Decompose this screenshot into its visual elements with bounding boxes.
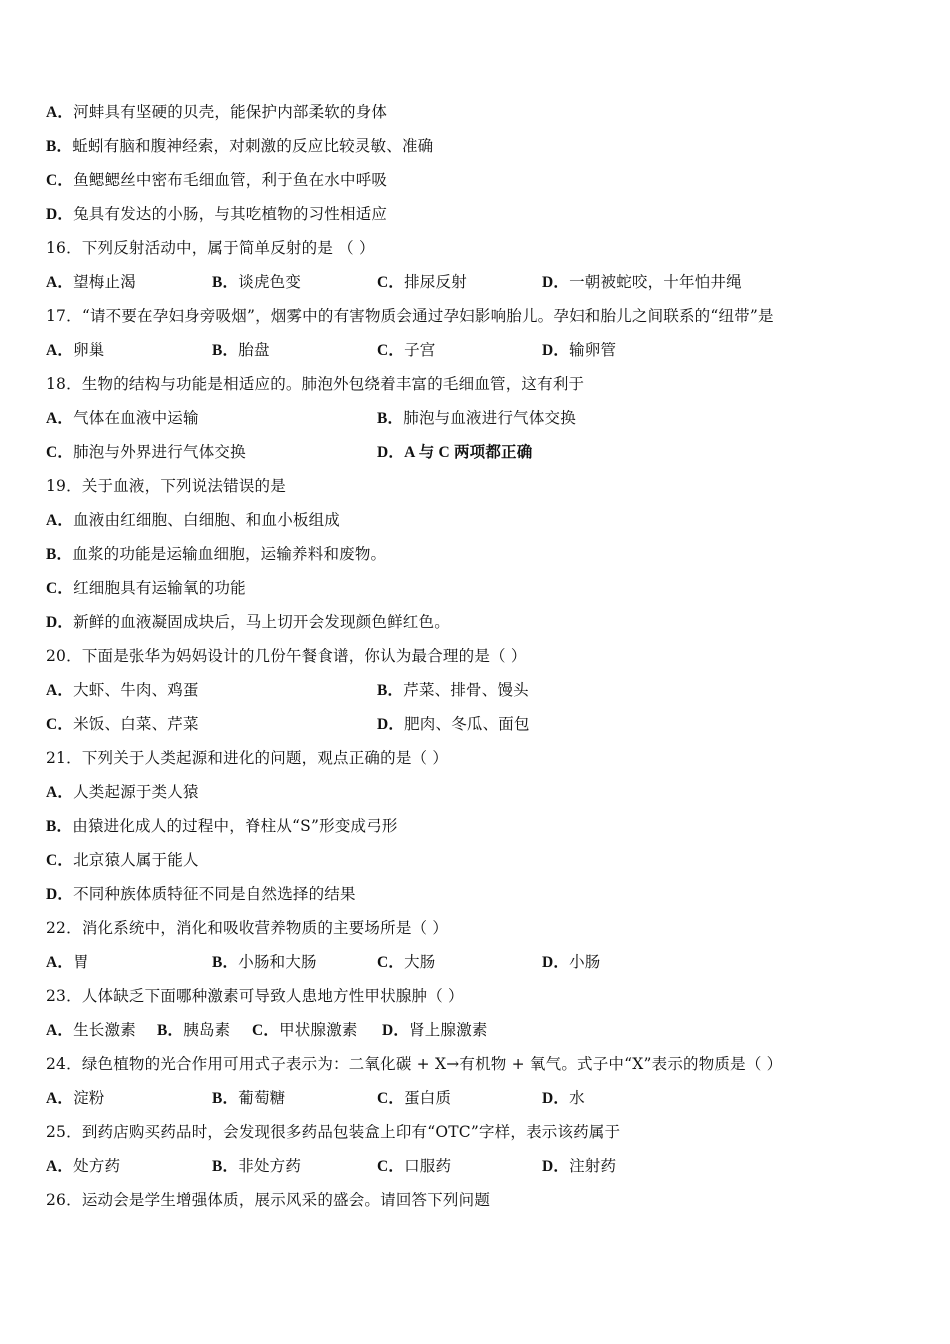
q17-stem: 17．“请不要在孕妇身旁吸烟”，烟雾中的有害物质会通过孕妇影响胎儿。孕妇和胎儿之间联系的“纽带”是 <box>46 307 774 325</box>
option-text: 水 <box>569 1089 585 1107</box>
q20-stem: 20．下面是张华为妈妈设计的几份午餐食谱，你认为最合理的是（ ） <box>46 647 527 665</box>
option-text: 人类起源于类人猿 <box>73 783 199 801</box>
option-label: D． <box>46 886 74 903</box>
q17-option-a <box>46 338 105 363</box>
option-label: C． <box>377 274 405 291</box>
option-label: D． <box>377 716 405 733</box>
q17-option-c <box>377 338 436 363</box>
q21-option-c <box>46 848 199 872</box>
q21-option-a <box>46 780 199 804</box>
q22-option-c <box>377 950 436 975</box>
option-label: D． <box>382 1022 410 1039</box>
option-text: 处方药 <box>73 1157 121 1175</box>
option-label: C． <box>252 1022 280 1039</box>
q20-option-c <box>46 712 199 737</box>
q22-option-d <box>542 950 601 975</box>
q17-options-row <box>46 338 906 362</box>
q22-options-row <box>46 950 906 974</box>
q23-stem: 23．人体缺乏下面哪种激素可导致人患地方性甲状腺肿（ ） <box>46 987 464 1005</box>
q15-option-b <box>46 134 433 158</box>
q24-options-row <box>46 1086 906 1110</box>
q25-option-a <box>46 1154 120 1179</box>
option-label: D． <box>542 342 570 359</box>
option-label: C． <box>46 444 74 461</box>
option-text: 大肠 <box>404 953 436 971</box>
option-text: 一朝被蛇咬，十年怕井绳 <box>569 273 742 291</box>
option-text: 卵巢 <box>73 341 105 359</box>
q15-option-c <box>46 168 387 192</box>
option-text: 不同种族体质特征不同是自然选择的结果 <box>73 885 356 903</box>
option-text: 甲状腺激素 <box>279 1021 358 1039</box>
q16-option-a <box>46 270 136 295</box>
q18-stem: 18．生物的结构与功能是相适应的。肺泡外包绕着丰富的毛细血管，这有利于 <box>46 375 585 393</box>
option-text: 小肠和大肠 <box>238 953 317 971</box>
q21-option-b <box>46 814 398 838</box>
option-label: B． <box>212 342 239 359</box>
q25-options-row <box>46 1154 906 1178</box>
q16-option-d <box>542 270 742 295</box>
option-text: 芹菜、排骨、馒头 <box>403 681 529 699</box>
option-text: 鱼鳃鳃丝中密布毛细血管，利于鱼在水中呼吸 <box>73 171 388 189</box>
q18-option-d <box>377 440 532 465</box>
q18-option-a <box>46 406 199 431</box>
q25-option-c <box>377 1154 451 1179</box>
option-text: 谈虎色变 <box>238 273 302 291</box>
q16-option-c <box>377 270 467 295</box>
option-text: 新鲜的血液凝固成块后，马上切开会发现颜色鲜红色。 <box>73 613 450 631</box>
q23-option-c <box>252 1018 358 1043</box>
option-text: 气体在血液中运输 <box>73 409 199 427</box>
q17-option-d <box>542 338 616 363</box>
q23-options-row <box>46 1018 906 1042</box>
option-label: D． <box>542 954 570 971</box>
option-text: 葡萄糖 <box>238 1089 286 1107</box>
q15-option-d <box>46 202 387 226</box>
q22-stem: 22．消化系统中，消化和吸收营养物质的主要场所是（ ） <box>46 919 449 937</box>
q23-option-b <box>157 1018 230 1043</box>
option-text: 胃 <box>73 953 89 971</box>
q17-option-b <box>212 338 270 363</box>
q19-stem: 19．关于血液，下列说法错误的是 <box>46 477 286 495</box>
option-text: 肥肉、冬瓜、面包 <box>404 715 530 733</box>
option-text: 肺泡与外界进行气体交换 <box>73 443 246 461</box>
option-label: B． <box>212 1090 239 1107</box>
q24-stem: 24．绿色植物的光合作用可用式子表示为：二氧化碳 + X→有机物 + 氧气。式子中“X”表示的物质是（ ） <box>46 1055 783 1073</box>
q16-options-row <box>46 270 906 294</box>
q20-option-b <box>377 678 529 703</box>
q20-option-a <box>46 678 199 703</box>
q20-options-row-2 <box>46 712 906 736</box>
option-label: D． <box>46 614 74 631</box>
option-text: 口服药 <box>404 1157 452 1175</box>
option-text: 小肠 <box>569 953 601 971</box>
option-label: C． <box>377 1090 405 1107</box>
option-text: 红细胞具有运输氧的功能 <box>73 579 246 597</box>
option-label: B． <box>46 818 73 835</box>
option-text: 蛋白质 <box>404 1089 452 1107</box>
option-label: B． <box>377 410 404 427</box>
q16-option-b <box>212 270 301 295</box>
option-text: 胎盘 <box>238 341 270 359</box>
q25-stem: 25．到药店购买药品时，会发现很多药品包装盒上印有“OTC”字样，表示该药属于 <box>46 1123 621 1141</box>
option-label: A． <box>46 784 74 801</box>
option-label: A． <box>46 410 74 427</box>
option-label: C． <box>46 172 74 189</box>
q16-stem: 16．下列反射活动中，属于简单反射的是 （ ） <box>46 239 375 257</box>
option-text: 河蚌具有坚硬的贝壳，能保护内部柔软的身体 <box>73 103 388 121</box>
option-label: B． <box>212 1158 239 1175</box>
option-label: A． <box>46 1090 74 1107</box>
option-label: A． <box>46 342 74 359</box>
q26-stem: 26．运动会是学生增强体质，展示风采的盛会。请回答下列问题 <box>46 1191 491 1209</box>
q20-option-d <box>377 712 530 737</box>
option-label: D． <box>542 1090 570 1107</box>
q18-option-c <box>46 440 246 465</box>
option-label: D． <box>542 274 570 291</box>
option-label: A． <box>46 512 74 529</box>
q18-options-row-1 <box>46 406 906 430</box>
option-label: B． <box>46 138 73 155</box>
option-label: A． <box>46 1022 74 1039</box>
q24-option-d <box>542 1086 585 1111</box>
option-text: 望梅止渴 <box>73 273 136 291</box>
q25-option-d <box>542 1154 616 1179</box>
q18-option-b <box>377 406 576 431</box>
option-text: 肺泡与血液进行气体交换 <box>403 409 576 427</box>
option-text: A 与 C 两项都正确 <box>404 444 533 461</box>
option-text: 淀粉 <box>73 1089 105 1107</box>
q23-option-d <box>382 1018 488 1043</box>
option-label: D． <box>377 444 405 461</box>
option-text: 生长激素 <box>73 1021 136 1039</box>
option-text: 大虾、牛肉、鸡蛋 <box>73 681 199 699</box>
option-label: C． <box>377 342 405 359</box>
option-label: C． <box>46 716 74 733</box>
option-label: A． <box>46 1158 74 1175</box>
option-label: A． <box>46 682 74 699</box>
option-text: 非处方药 <box>238 1157 302 1175</box>
option-label: B． <box>377 682 404 699</box>
option-label: C． <box>46 852 74 869</box>
q25-option-b <box>212 1154 301 1179</box>
option-text: 由猿进化成人的过程中，脊柱从“S”形变成弓形 <box>72 817 398 835</box>
option-text: 蚯蚓有脑和腹神经索，对刺激的反应比较灵敏、准确 <box>72 137 434 155</box>
option-label: D． <box>542 1158 570 1175</box>
option-label: C． <box>377 1158 405 1175</box>
option-text: 血液由红细胞、白细胞、和血小板组成 <box>73 511 340 529</box>
option-text: 输卵管 <box>569 341 617 359</box>
q19-option-a <box>46 508 340 532</box>
option-label: B． <box>212 954 239 971</box>
q19-option-b <box>46 542 386 566</box>
option-label: B． <box>46 546 73 563</box>
option-label: C． <box>377 954 405 971</box>
q21-option-d <box>46 882 356 906</box>
option-text: 胰岛素 <box>183 1021 231 1039</box>
option-label: A． <box>46 274 74 291</box>
q22-option-b <box>212 950 317 975</box>
option-label: B． <box>157 1022 184 1039</box>
option-text: 兔具有发达的小肠，与其吃植物的习性相适应 <box>73 205 388 223</box>
q24-option-a <box>46 1086 105 1111</box>
q20-options-row-1 <box>46 678 906 702</box>
option-text: 血浆的功能是运输血细胞，运输养料和废物。 <box>72 545 387 563</box>
q21-stem: 21．下列关于人类起源和进化的问题，观点正确的是（ ） <box>46 749 449 767</box>
q23-option-a <box>46 1018 136 1043</box>
option-label: A． <box>46 954 74 971</box>
q15-option-a <box>46 100 387 124</box>
option-text: 北京猿人属于能人 <box>73 851 199 869</box>
option-text: 子宫 <box>404 341 436 359</box>
q24-option-b <box>212 1086 285 1111</box>
q24-option-c <box>377 1086 451 1111</box>
q19-option-c <box>46 576 246 600</box>
option-text: 注射药 <box>569 1157 617 1175</box>
option-label: A． <box>46 104 74 121</box>
option-text: 肾上腺激素 <box>409 1021 488 1039</box>
q22-option-a <box>46 950 89 975</box>
option-text: 排尿反射 <box>404 273 467 291</box>
q19-option-d <box>46 610 450 634</box>
option-label: C． <box>46 580 74 597</box>
q18-options-row-2 <box>46 440 906 464</box>
option-label: D． <box>46 206 74 223</box>
option-label: B． <box>212 274 239 291</box>
option-text: 米饭、白菜、芹菜 <box>73 715 199 733</box>
